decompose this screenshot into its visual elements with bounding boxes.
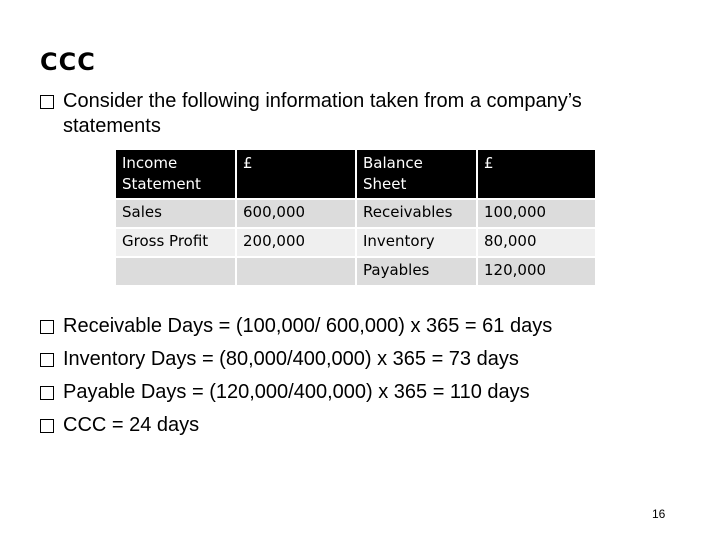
calc-text: CCC = 24 days: [63, 414, 200, 436]
table-cell: 200,000: [235, 229, 355, 258]
calc-bullet-receivable: [40, 314, 552, 339]
table-header-cell: Balance Sheet: [355, 150, 476, 200]
financial-table: [116, 150, 595, 287]
table-header-row: [116, 150, 595, 200]
table-cell: Receivables: [355, 200, 476, 229]
intro-bullet: [40, 89, 600, 139]
table-cell: Sales: [116, 200, 235, 229]
calc-text: Payable Days = (120,000/400,000) x 365 = 110 days: [63, 381, 530, 403]
checkbox-bullet-icon: [40, 320, 54, 334]
table-cell: 600,000: [235, 200, 355, 229]
table-row: [116, 200, 595, 229]
table-cell: Gross Profit: [116, 229, 235, 258]
calc-text: Inventory Days = (80,000/400,000) x 365 = 73 days: [63, 348, 519, 370]
table-header-cell: £: [235, 150, 355, 200]
table-row: [116, 258, 595, 287]
table-cell: 100,000: [476, 200, 595, 229]
checkbox-bullet-icon: [40, 353, 54, 367]
slide-title: CCC: [40, 48, 96, 76]
table-row: [116, 229, 595, 258]
table-cell: [235, 258, 355, 287]
checkbox-bullet-icon: [40, 95, 54, 109]
calc-text: Receivable Days = (100,000/ 600,000) x 365 = 61 days: [63, 315, 553, 337]
page-number: 16: [652, 507, 666, 521]
intro-text: Consider the following information taken from a company’s statements: [63, 90, 582, 137]
calc-bullet-payable: [40, 380, 530, 405]
checkbox-bullet-icon: [40, 419, 54, 433]
table-header-cell: £: [476, 150, 595, 200]
checkbox-bullet-icon: [40, 386, 54, 400]
calc-bullet-inventory: [40, 347, 519, 372]
table-cell: 120,000: [476, 258, 595, 287]
table-cell: 80,000: [476, 229, 595, 258]
calc-bullet-ccc: [40, 413, 199, 438]
table-cell: Payables: [355, 258, 476, 287]
table-header-cell: Income Statement: [116, 150, 235, 200]
table-cell: [116, 258, 235, 287]
table-cell: Inventory: [355, 229, 476, 258]
